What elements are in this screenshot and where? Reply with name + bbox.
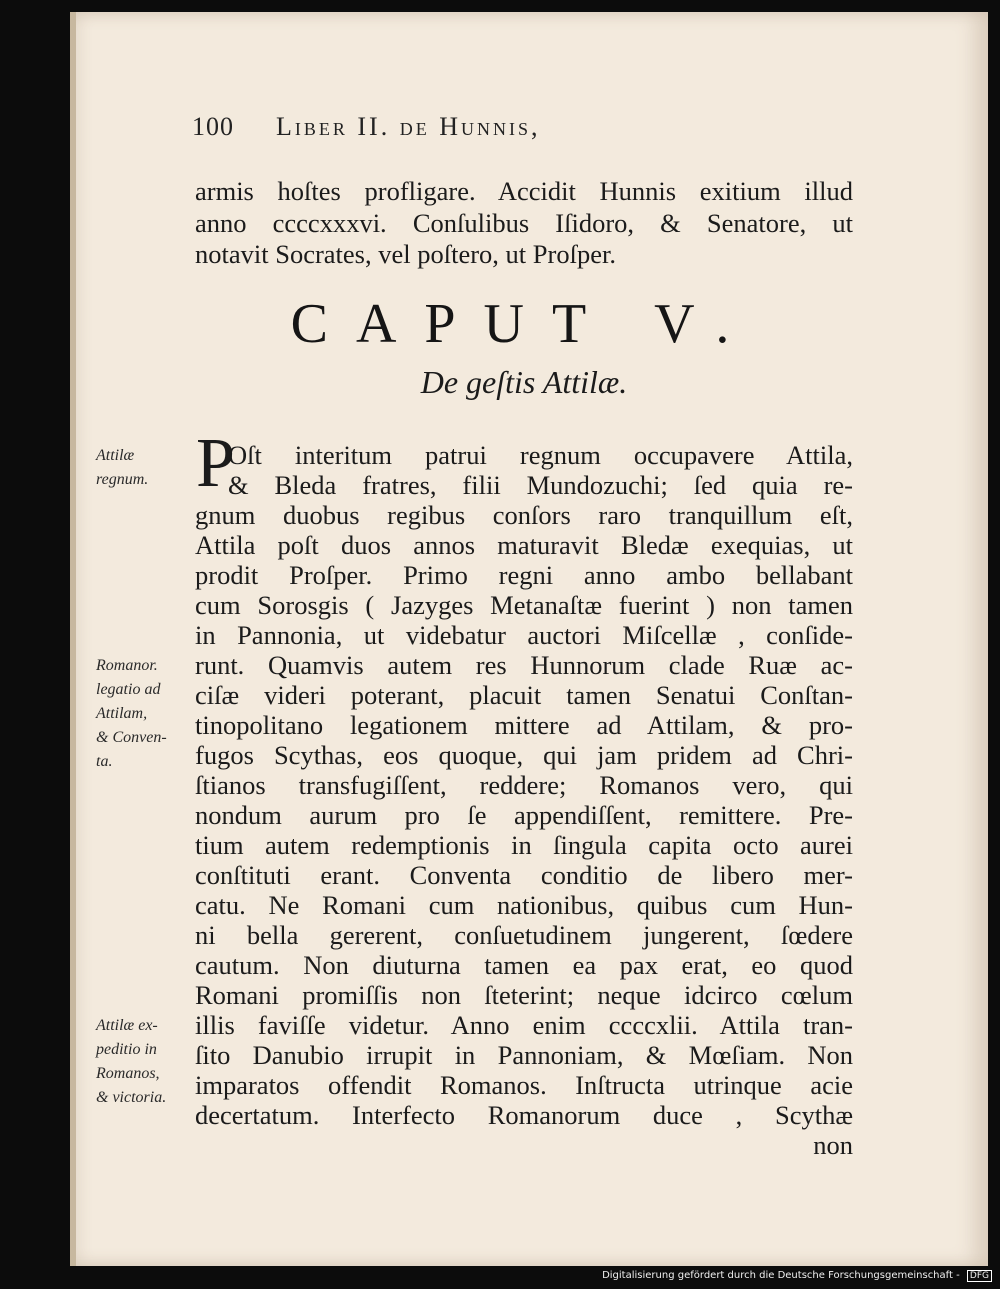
marginal-note-line: regnum.: [96, 471, 149, 488]
chapter-title: CAPUT V.: [290, 293, 758, 355]
page-number: 100: [192, 112, 234, 141]
text-line: Attila poſt duos annos maturavit Bledæ exequias, ut: [195, 530, 853, 560]
text-line: tinopolitano legationem mittere ad Attilam, & pro-: [195, 710, 853, 740]
text-line: ſito Danubio irrupit in Pannoniam, & Mœſiam. Non: [195, 1040, 853, 1070]
marginal-note: [96, 654, 196, 774]
marginal-note-line: Romanor.: [96, 657, 158, 674]
text-line: cautum. Non diuturna tamen ea pax erat, eo quod: [195, 950, 853, 980]
funding-footer: [0, 1270, 992, 1282]
dfg-logo: DFG: [967, 1270, 992, 1282]
drop-capital: P: [196, 425, 235, 502]
text-line: ciſæ videri poterant, placuit tamen Senatui Conſtan-: [195, 680, 853, 710]
text-line: runt. Quamvis autem res Hunnorum clade Ruæ ac-: [195, 650, 853, 680]
text-line: Oſt interitum patrui regnum occupavere Attila,: [228, 440, 853, 470]
marginal-note-line: peditio in: [96, 1041, 157, 1058]
text-line: cum Sorosgis ( Jazyges Metanaſtæ fuerint ) non tamen: [195, 590, 853, 620]
page-gutter: [70, 12, 76, 1266]
text-line: Romani promiſſis non ſteterint; neque idcirco cœlum: [195, 980, 853, 1010]
text-line: conſtituti erant. Conventa conditio de libero mer-: [195, 860, 853, 890]
text-line: decertatum. Interfecto Romanorum duce , Scythæ: [195, 1100, 853, 1130]
text-line: in Pannonia, ut videbatur auctori Miſcellæ , conſide-: [195, 620, 853, 650]
text-line: ni bella gererent, conſuetudinem jungerent, ſœdere: [195, 920, 853, 950]
running-header: [192, 112, 892, 152]
marginal-note-line: ta.: [96, 753, 113, 770]
catchword: non: [813, 1130, 853, 1160]
marginal-note-line: Romanos,: [96, 1065, 160, 1082]
text-line: & Bleda fratres, filii Mundozuchi; ſed quia re-: [228, 470, 853, 500]
marginal-note-line: & Conven-: [96, 729, 167, 746]
text-line: tium autem redemptionis in ſingula capita octo aurei: [195, 830, 853, 860]
text-line: fugos Scythas, eos quoque, qui jam pridem ad Chri-: [195, 740, 853, 770]
text-line: anno ccccxxxvi. Conſulibus Iſidoro, & Senatore, ut: [195, 208, 853, 238]
text-line: illis faviſſe videtur. Anno enim ccccxlii. Attila tran-: [195, 1010, 853, 1040]
text-line: catu. Ne Romani cum nationibus, quibus cum Hun-: [195, 890, 853, 920]
chapter-subtitle: De geſtis Attilæ.: [420, 364, 628, 400]
text-line: imparatos offendit Romanos. Inſtructa utrinque acie: [195, 1070, 853, 1100]
marginal-note: [96, 1014, 196, 1110]
text-line: armis hoſtes profligare. Accidit Hunnis exitium illud: [195, 176, 853, 206]
marginal-note-line: Attilam,: [96, 705, 148, 722]
marginal-note-line: Attilæ ex-: [96, 1017, 158, 1034]
marginal-note-line: legatio ad: [96, 681, 161, 698]
marginal-note-line: & victoria.: [96, 1089, 167, 1106]
text-line: gnum duobus regibus conſors raro tranquillum eſt,: [195, 500, 853, 530]
marginal-note: [96, 444, 196, 492]
text-line: ſtianos transfugiſſent, reddere; Romanos vero, qui: [195, 770, 853, 800]
text-line: prodit Proſper. Primo regni anno ambo bellabant: [195, 560, 853, 590]
text-line: nondum aurum pro ſe appendiſſent, remittere. Pre-: [195, 800, 853, 830]
marginal-note-line: Attilæ: [96, 447, 135, 464]
footer-text: Digitalisierung gefördert durch die Deutsche Forschungsgemeinschaft -: [602, 1270, 960, 1281]
text-line: notavit Socrates, vel poſtero, ut Proſper.: [195, 239, 616, 269]
running-title: Liber II. de Hunnis,: [276, 112, 541, 141]
